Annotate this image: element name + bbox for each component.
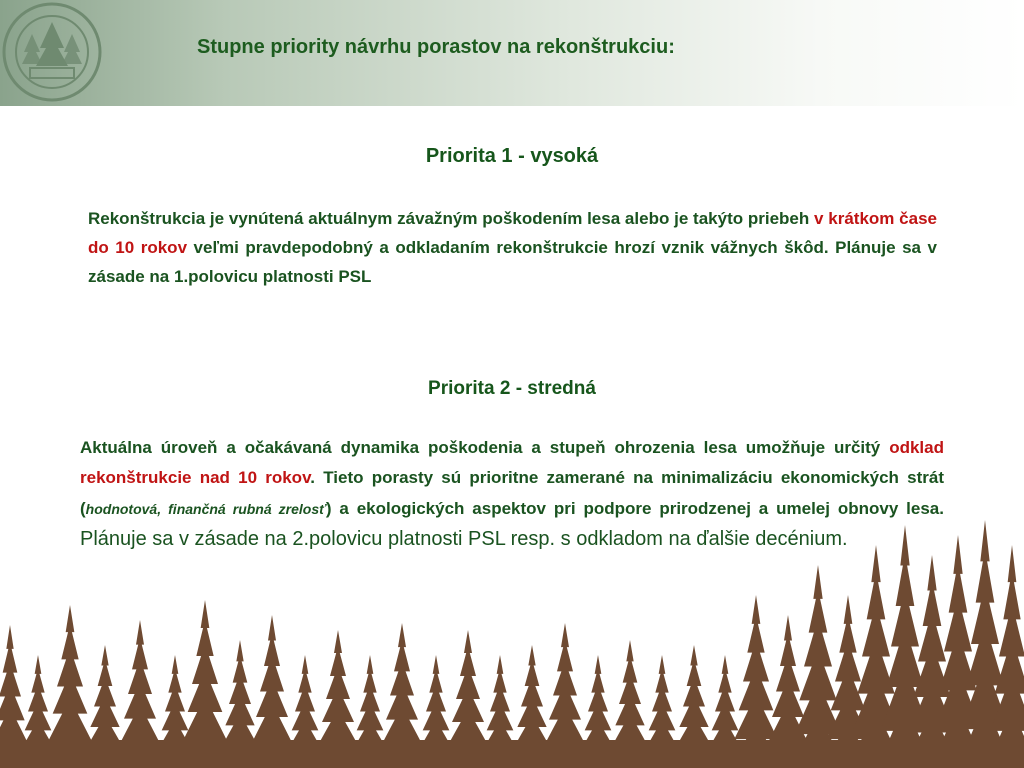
priority-1-text-a: Rekonštrukcia je vynútená aktuálnym závažným poškodením lesa alebo je takýto priebeh — [88, 209, 815, 228]
slide-title: Stupne priority návrhu porastov na rekonštrukciu: — [197, 36, 675, 58]
priority-1-text-b: veľmi pravdepodobný a odkladaním rekonštrukcie hrozí vznik vážnych škôd. Plánuje sa v zásade na 1.polovicu platnosti PSL — [88, 238, 937, 286]
priority-2-heading: Priorita 2 - stredná — [428, 378, 596, 399]
priority-2-italic-note: hodnotová, finančná rubná zrelosť — [85, 501, 326, 517]
priority-2-highlight: odklad rekonštrukcie nad 10 rokov — [80, 438, 944, 487]
priority-1-highlight: v krátkom čase do 10 rokov — [88, 209, 937, 257]
forest-ground-shape — [0, 740, 1024, 768]
header-bar — [0, 0, 1024, 106]
priority-1-heading: Priorita 1 - vysoká — [425, 145, 599, 167]
priority-2-plan-note: Plánuje sa v zásade na 2.polovicu platnosti PSL resp. s odkladom na ďalšie decénium. — [80, 528, 848, 550]
priority-2-text-b: . Tieto porasty sú prioritne zamerané na minimalizáciu ekonomických strát ( — [80, 468, 944, 518]
spruce-forest-silhouette-icon — [0, 505, 1024, 768]
priority-1-description — [88, 204, 937, 291]
forestry-institute-seal-icon — [2, 0, 102, 104]
priority-2-text-a: Aktuálna úroveň a očakávaná dynamika poškodenia a stupeň ohrozenia lesa umožňuje určitý — [80, 438, 890, 457]
priority-2-text-c: ) a ekologických aspektov pri podpore prirodzenej a umelej obnovy lesa. — [325, 499, 944, 518]
